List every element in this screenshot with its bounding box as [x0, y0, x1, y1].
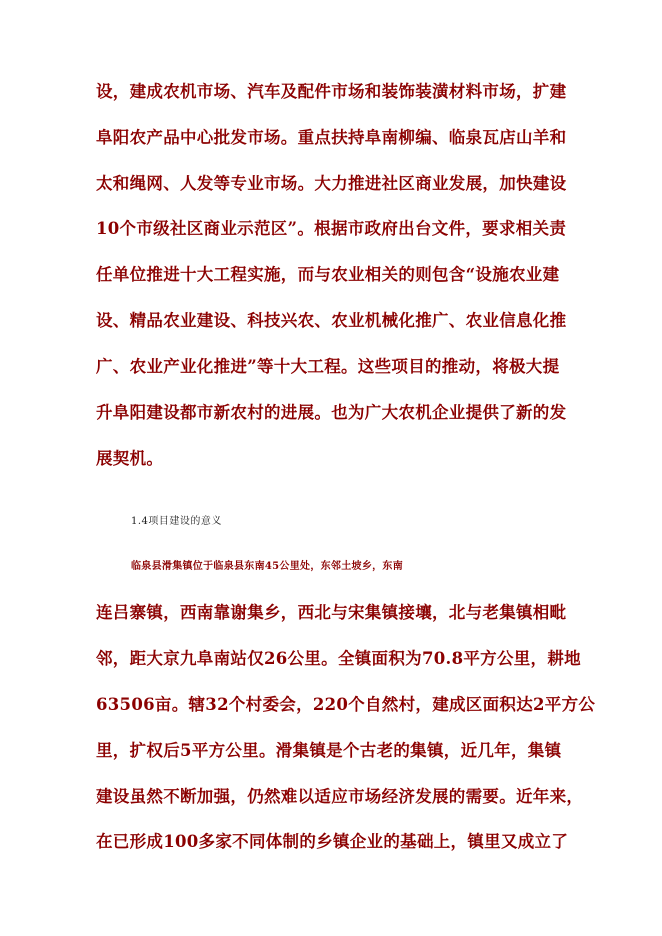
paragraph-line: 在已形成100多家不同体制的乡镇企业的基础上，镇里又成立了: [96, 832, 569, 851]
paragraph-line: 展契机。: [96, 449, 164, 468]
paragraph-line: 连吕寨镇，西南靠谢集乡，西北与宋集镇接壤，北与老集镇相毗: [96, 603, 567, 622]
paragraph-line: 里，扩权后5平方公里。滑集镇是个古老的集镇，近几年，集镇: [96, 741, 562, 760]
paragraph-line: 建设虽然不断加强，仍然难以适应市场经济发展的需要。近年来，: [96, 787, 584, 806]
paragraph-line: 设，建成农机市场、汽车及配件市场和装饰装潢材料市场，扩建: [96, 82, 567, 101]
paragraph-line: 设、精品农业建设、科技兴农、农业机械化推广、农业信息化推: [96, 311, 567, 330]
paragraph-line: 阜阳农产品中心批发市场。重点扶持阜南柳编、临泉瓦店山羊和: [96, 128, 567, 147]
section-heading: 1.4项目建设的意义: [131, 516, 222, 527]
paragraph-line: 太和绳网、人发等专业市场。大力推进社区商业发展，加快建设: [96, 174, 567, 193]
paragraph-line: 邻，距大京九阜南站仅26公里。全镇面积为70.8平方公里，耕地: [96, 649, 581, 668]
paragraph-line: 临泉县滑集镇位于临泉县东南45公里处，东邻土坡乡，东南: [131, 561, 404, 572]
paragraph-line: 广、农业产业化推进”等十大工程。这些项目的推动，将极大提: [96, 357, 560, 376]
paragraph-line: 任单位推进十大工程实施，而与农业相关的则包含“设施农业建: [96, 265, 560, 284]
paragraph-line: 升阜阳建设都市新农村的进展。也为广大农机企业提供了新的发: [96, 403, 567, 422]
paragraph-line: 63506亩。辖32个村委会，220个自然村，建成区面积达2平方公: [96, 695, 596, 714]
paragraph-line: 10个市级社区商业示范区”。根据市政府出台文件，要求相关责: [96, 219, 567, 238]
